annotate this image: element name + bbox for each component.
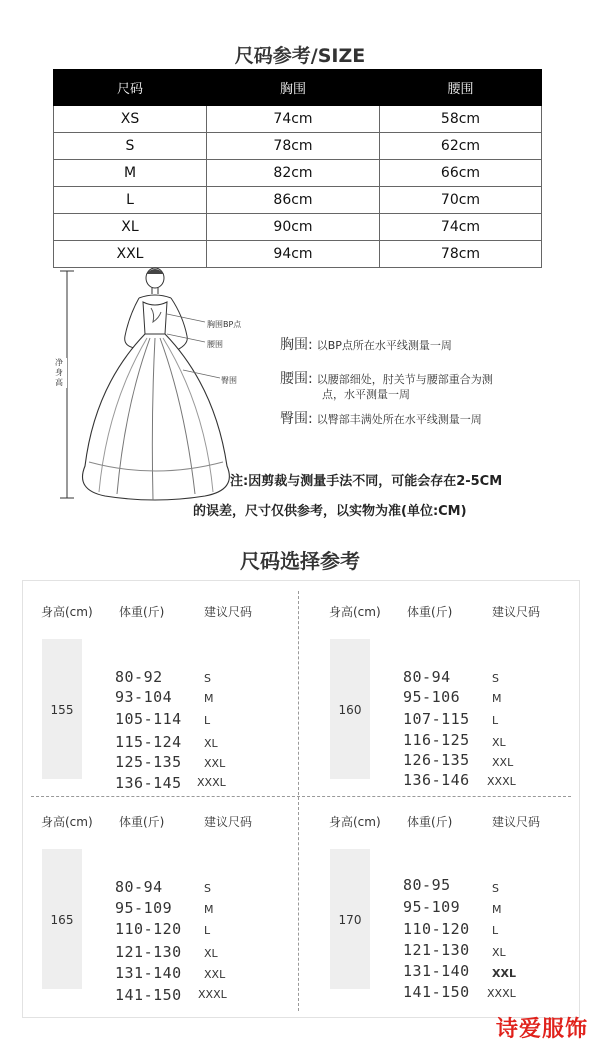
header-height: 身高(cm) — [329, 605, 381, 619]
weight-range: 80-92 — [115, 668, 163, 686]
size-value: L — [204, 714, 211, 727]
cell-waist: 62cm — [380, 133, 542, 160]
size-chart-title: 尺码参考/SIZE — [234, 45, 366, 67]
size-value: XXL — [492, 756, 514, 769]
header-bust: 胸围 — [207, 70, 380, 106]
table-row — [54, 241, 542, 268]
size-recommend-panel — [22, 580, 580, 1018]
measure-waist — [280, 368, 493, 388]
size-value: S — [492, 672, 499, 685]
table-row — [54, 187, 542, 214]
cell-waist: 58cm — [380, 106, 542, 133]
cell-bust: 78cm — [207, 133, 380, 160]
header-height: 身高(cm) — [41, 815, 93, 829]
header-weight: 体重(斤) — [407, 605, 453, 619]
weight-range: 110-120 — [115, 920, 182, 938]
hip-label: 臀围 — [221, 376, 237, 385]
gown-illustration — [55, 266, 265, 502]
size-value: L — [204, 924, 211, 937]
size-value: XXXL — [487, 775, 516, 788]
cell-waist: 70cm — [380, 187, 542, 214]
weight-range: 95-109 — [115, 899, 173, 917]
recommend-block-160 — [311, 581, 587, 791]
measure-name: 胸围: — [280, 337, 313, 353]
size-table — [53, 69, 542, 268]
size-value: M — [492, 903, 502, 916]
size-value: M — [204, 692, 214, 705]
size-value: M — [492, 692, 502, 705]
cell-bust: 90cm — [207, 214, 380, 241]
cell-bust: 74cm — [207, 106, 380, 133]
weight-range: 95-106 — [403, 688, 461, 706]
header-weight: 体重(斤) — [407, 815, 453, 829]
weight-range: 131-140 — [403, 962, 470, 980]
height-label: 净身高 — [55, 358, 67, 388]
table-row — [54, 106, 542, 133]
weight-range: 95-109 — [403, 898, 461, 916]
weight-range: 115-124 — [115, 733, 182, 751]
weight-range: 110-120 — [403, 920, 470, 938]
header-waist: 腰围 — [380, 70, 542, 106]
size-recommend-title: 尺码选择参考 — [240, 549, 360, 573]
size-value: S — [204, 882, 211, 895]
measure-desc-cont: 点，水平测量一周 — [322, 388, 410, 401]
cell-waist: 78cm — [380, 241, 542, 268]
measure-desc: 以腰部细处，肘关节与腰部重合为测 — [316, 373, 493, 386]
header-weight: 体重(斤) — [119, 605, 165, 619]
measure-bust — [280, 334, 452, 354]
cell-size: XL — [54, 214, 207, 241]
recommend-block-155 — [23, 581, 299, 791]
height-value: 170 — [338, 913, 362, 927]
size-value: XXL — [204, 757, 226, 770]
height-value: 155 — [50, 703, 74, 717]
size-value: S — [204, 672, 211, 685]
cell-bust: 82cm — [207, 160, 380, 187]
cell-size: S — [54, 133, 207, 160]
header-weight: 体重(斤) — [119, 815, 165, 829]
header-height: 身高(cm) — [41, 605, 93, 619]
weight-range: 80-95 — [403, 876, 451, 894]
measure-waist-cont — [322, 386, 410, 402]
table-row — [54, 133, 542, 160]
measure-name: 腰围: — [280, 371, 313, 387]
size-value: L — [492, 714, 499, 727]
weight-range: 105-114 — [115, 710, 182, 728]
header-size: 建议尺码 — [492, 815, 541, 829]
recommend-block-165 — [23, 791, 299, 1004]
bust-point-label: 胸围BP点 — [207, 320, 242, 329]
header-size: 建议尺码 — [204, 605, 253, 619]
measure-hip — [280, 408, 482, 428]
size-value: XXXL — [198, 988, 227, 1001]
cell-bust: 94cm — [207, 241, 380, 268]
weight-range: 131-140 — [115, 964, 182, 982]
measure-name: 臀围: — [280, 411, 313, 427]
note-line2: 的误差，尺寸仅供参考，以实物为准(单位:CM) — [193, 504, 467, 519]
weight-range: 93-104 — [115, 688, 173, 706]
weight-range: 121-130 — [403, 941, 470, 959]
cell-size: XS — [54, 106, 207, 133]
cell-size: M — [54, 160, 207, 187]
size-table-header — [54, 70, 542, 106]
note-line1: 注:因剪裁与测量手法不同，可能会存在2-5CM — [230, 474, 503, 489]
cell-size: XXL — [54, 241, 207, 268]
weight-range: 136-146 — [403, 771, 470, 789]
recommend-block-170 — [311, 791, 587, 1001]
weight-range: 136-145 — [115, 774, 182, 792]
cell-waist: 74cm — [380, 214, 542, 241]
header-size: 尺码 — [54, 70, 207, 106]
cell-waist: 66cm — [380, 160, 542, 187]
header-size: 建议尺码 — [204, 815, 253, 829]
height-value: 165 — [50, 913, 74, 927]
header-size: 建议尺码 — [492, 605, 541, 619]
size-value: XL — [204, 947, 218, 960]
weight-range: 116-125 — [403, 731, 470, 749]
weight-range: 126-135 — [403, 751, 470, 769]
weight-range: 121-130 — [115, 943, 182, 961]
weight-range: 80-94 — [115, 878, 163, 896]
height-value: 160 — [338, 703, 362, 717]
size-value: XXL — [492, 967, 516, 980]
size-value: XXXL — [197, 776, 226, 789]
size-value: XL — [204, 737, 218, 750]
size-value: L — [492, 924, 499, 937]
size-value: XL — [492, 946, 506, 959]
size-value: M — [204, 903, 214, 916]
waist-label: 腰围 — [207, 340, 223, 349]
measure-desc: 以臀部丰满处所在水平线测量一周 — [316, 413, 482, 426]
brand-logo-text: 诗爱服饰 — [495, 1017, 588, 1042]
size-value: S — [492, 882, 499, 895]
cell-bust: 86cm — [207, 187, 380, 214]
table-row — [54, 160, 542, 187]
header-height: 身高(cm) — [329, 815, 381, 829]
table-row — [54, 214, 542, 241]
weight-range: 80-94 — [403, 668, 451, 686]
weight-range: 141-150 — [403, 983, 470, 1001]
size-value: XXXL — [487, 987, 516, 1000]
weight-range: 125-135 — [115, 753, 182, 771]
weight-range: 107-115 — [403, 710, 470, 728]
weight-range: 141-150 — [115, 986, 182, 1004]
size-value: XL — [492, 736, 506, 749]
measure-desc: 以BP点所在水平线测量一周 — [316, 339, 452, 352]
cell-size: L — [54, 187, 207, 214]
size-value: XXL — [204, 968, 226, 981]
